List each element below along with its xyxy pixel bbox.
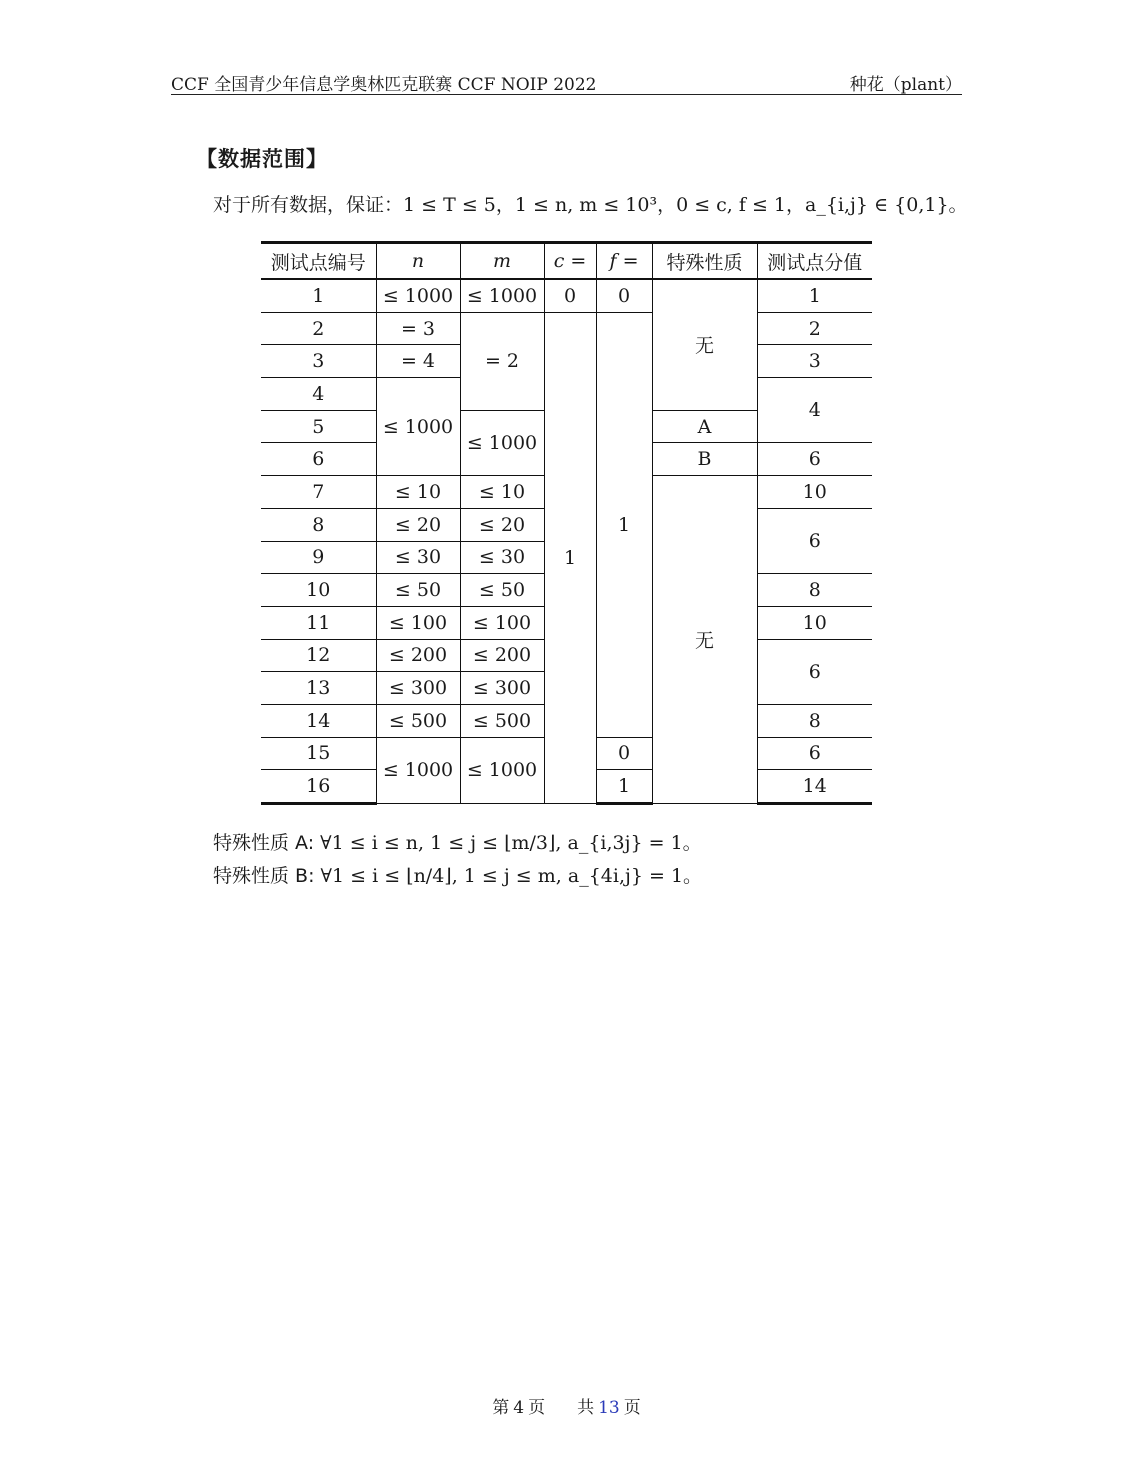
page-header: [171, 68, 962, 95]
constraint-text: 1 ≤ T ≤ 5，1 ≤ n, m ≤ 10³，0 ≤ c, f ≤ 1，a_{i,j} ∈ {0,1}。: [403, 194, 968, 216]
score-cell: 8: [757, 704, 872, 737]
special-property-a: [213, 828, 702, 855]
section-title: 【数据范围】: [196, 147, 328, 171]
c-value: 0: [544, 279, 596, 312]
case-id: 3: [261, 345, 376, 378]
m-range: ≤ 50: [460, 574, 544, 607]
property-a-label: 特殊性质 A:: [213, 832, 315, 854]
case-id: 1: [261, 279, 376, 312]
footer-current-page: 4: [513, 1398, 525, 1418]
constraint-line: [213, 190, 968, 217]
header-contest-title: CCF 全国青少年信息学奥林匹克联赛 CCF NOIP 2022: [171, 75, 597, 95]
footer-page-prefix: 第: [492, 1398, 510, 1418]
property-cell: 无: [652, 476, 757, 804]
table-row: [261, 312, 872, 345]
m-range: ≤ 100: [460, 606, 544, 639]
n-range: = 4: [376, 345, 460, 378]
n-range: ≤ 1000: [376, 279, 460, 312]
footer-total-suffix: 页: [623, 1398, 641, 1418]
score-cell: 14: [757, 770, 872, 804]
score-cell: 6: [757, 639, 872, 704]
m-range: = 2: [460, 312, 544, 410]
header-score: 测试点分值: [757, 243, 872, 280]
n-range: ≤ 100: [376, 606, 460, 639]
footer-total-prefix: 共: [577, 1398, 595, 1418]
f-value: 0: [596, 279, 652, 312]
n-range: ≤ 200: [376, 639, 460, 672]
case-id: 2: [261, 312, 376, 345]
case-id: 11: [261, 606, 376, 639]
m-range: ≤ 30: [460, 541, 544, 574]
score-cell: 2: [757, 312, 872, 345]
header-c: c =: [544, 243, 596, 280]
data-range-table: [261, 241, 872, 805]
m-range: ≤ 1000: [460, 410, 544, 475]
f-value: 1: [596, 770, 652, 804]
table-row: [261, 279, 872, 312]
property-cell: 无: [652, 279, 757, 410]
special-property-b: [213, 861, 702, 888]
header-property: 特殊性质: [652, 243, 757, 280]
m-range: ≤ 10: [460, 476, 544, 509]
page-footer: [0, 1393, 1133, 1418]
n-range: ≤ 30: [376, 541, 460, 574]
m-range: ≤ 1000: [460, 737, 544, 803]
n-range: ≤ 1000: [376, 378, 460, 476]
n-range: ≤ 50: [376, 574, 460, 607]
score-cell: 10: [757, 606, 872, 639]
m-range: ≤ 500: [460, 704, 544, 737]
case-id: 13: [261, 672, 376, 705]
table-header-row: [261, 243, 872, 280]
footer-page-word: 页: [528, 1398, 546, 1418]
case-id: 15: [261, 737, 376, 770]
header-m: m: [460, 243, 544, 280]
header-f: f =: [596, 243, 652, 280]
property-b-label: 特殊性质 B:: [213, 865, 315, 887]
case-id: 5: [261, 410, 376, 443]
score-cell: 1: [757, 279, 872, 312]
n-range: = 3: [376, 312, 460, 345]
property-b-text: ∀1 ≤ i ≤ ⌊n/4⌋, 1 ≤ j ≤ m, a_{4i,j} = 1。: [320, 865, 703, 887]
score-cell: 4: [757, 378, 872, 443]
header-n: n: [376, 243, 460, 280]
property-cell: B: [652, 443, 757, 476]
constraint-prefix: 对于所有数据，保证：: [213, 194, 404, 216]
case-id: 7: [261, 476, 376, 509]
c-value: 1: [544, 312, 596, 803]
score-cell: 6: [757, 443, 872, 476]
score-cell: 3: [757, 345, 872, 378]
header-case-id: 测试点编号: [261, 243, 376, 280]
n-range: ≤ 10: [376, 476, 460, 509]
n-range: ≤ 1000: [376, 737, 460, 803]
score-cell: 6: [757, 508, 872, 573]
f-value: 0: [596, 737, 652, 770]
n-range: ≤ 500: [376, 704, 460, 737]
property-a-text: ∀1 ≤ i ≤ n, 1 ≤ j ≤ ⌊m/3⌋, a_{i,3j} = 1。: [320, 832, 702, 854]
case-id: 6: [261, 443, 376, 476]
score-cell: 10: [757, 476, 872, 509]
m-range: ≤ 300: [460, 672, 544, 705]
footer-total-pages[interactable]: 13: [598, 1398, 620, 1418]
case-id: 4: [261, 378, 376, 411]
score-cell: 6: [757, 737, 872, 770]
case-id: 8: [261, 508, 376, 541]
case-id: 14: [261, 704, 376, 737]
n-range: ≤ 300: [376, 672, 460, 705]
score-cell: 8: [757, 574, 872, 607]
n-range: ≤ 20: [376, 508, 460, 541]
f-value: 1: [596, 312, 652, 737]
m-range: ≤ 20: [460, 508, 544, 541]
case-id: 9: [261, 541, 376, 574]
case-id: 10: [261, 574, 376, 607]
property-cell: A: [652, 410, 757, 443]
m-range: ≤ 200: [460, 639, 544, 672]
m-range: ≤ 1000: [460, 279, 544, 312]
case-id: 16: [261, 770, 376, 804]
case-id: 12: [261, 639, 376, 672]
header-problem-name: 种花（plant）: [849, 75, 962, 95]
